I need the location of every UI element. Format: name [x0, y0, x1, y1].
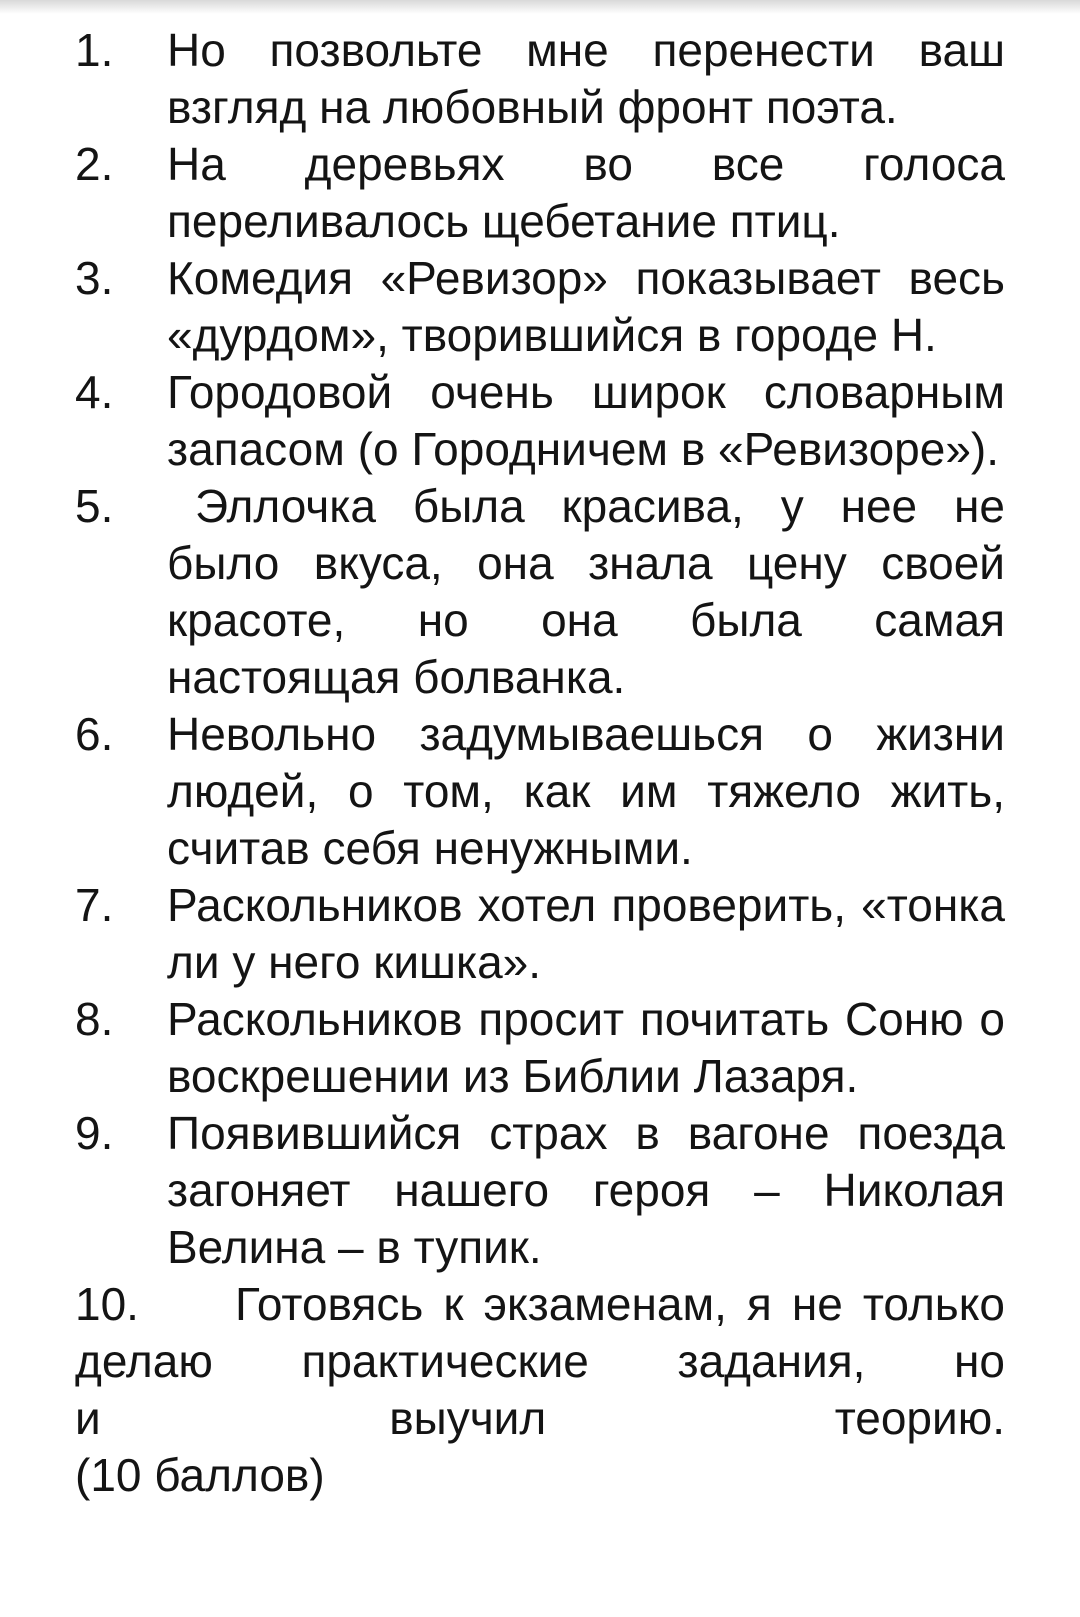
item-text: Раскольников просит почитать Соню о воскрешении из Библии Лазаря. [167, 993, 1005, 1102]
item-number: 2. [75, 138, 114, 190]
item-number: 10. [75, 1278, 139, 1330]
list-item-3 [0, 250, 1080, 364]
item-text-word: теорию. [834, 1392, 1005, 1444]
item-text: Но позвольте мне перенести ваш взгляд на любовный фронт поэта. [167, 24, 1005, 133]
item-number: 3. [75, 252, 114, 304]
list-item-7 [0, 877, 1080, 991]
item-number: 6. [75, 708, 114, 760]
list-item-5 [0, 478, 1080, 706]
list-item-10 [0, 1276, 1080, 1390]
item-text-word: выучил [389, 1392, 547, 1444]
item-number: 1. [75, 24, 114, 76]
top-shadow [0, 0, 1080, 14]
item-number: 8. [75, 993, 114, 1045]
item-text: На деревьях во все голоса переливалось щебетание птиц. [167, 138, 1005, 247]
item-text: Появившийся страх в вагоне поезда загоняет нашего героя – Николая Велина – в тупик. [167, 1107, 1005, 1273]
list-item-10-cut-line [0, 1447, 1080, 1504]
item-number: 4. [75, 366, 114, 418]
item-text: Невольно задумываешься о жизни людей, о том, как им тяжело жить, считав себя ненужными. [167, 708, 1005, 874]
list-item-8 [0, 991, 1080, 1105]
list-item-9 [0, 1105, 1080, 1276]
list-item-6 [0, 706, 1080, 877]
item-text-cut: (10 баллов) [75, 1449, 325, 1501]
item-number: 9. [75, 1107, 114, 1159]
item-text: Эллочка была красива, у нее не было вкуса, она знала цену своей красоте, но она была самая настоящая болванка. [167, 480, 1005, 703]
item-text: Раскольников хотел проверить, «тонка ли у него кишка». [167, 879, 1005, 988]
list-item-1 [0, 22, 1080, 136]
list-item-4 [0, 364, 1080, 478]
item-text-word: и [75, 1392, 101, 1444]
item-number: 7. [75, 879, 114, 931]
item-text: Готовясь к экзаменам, я не только делаю практические задания, но [75, 1278, 1005, 1387]
list-item-10-last-line [0, 1390, 1080, 1447]
document-list [0, 22, 1080, 1504]
item-text: Городовой очень широк словарным запасом (о Городничем в «Ревизоре»). [167, 366, 1005, 475]
item-text: Комедия «Ревизор» показывает весь «дурдом», творившийся в городе Н. [167, 252, 1005, 361]
item-number: 5. [75, 480, 114, 532]
list-item-2 [0, 136, 1080, 250]
